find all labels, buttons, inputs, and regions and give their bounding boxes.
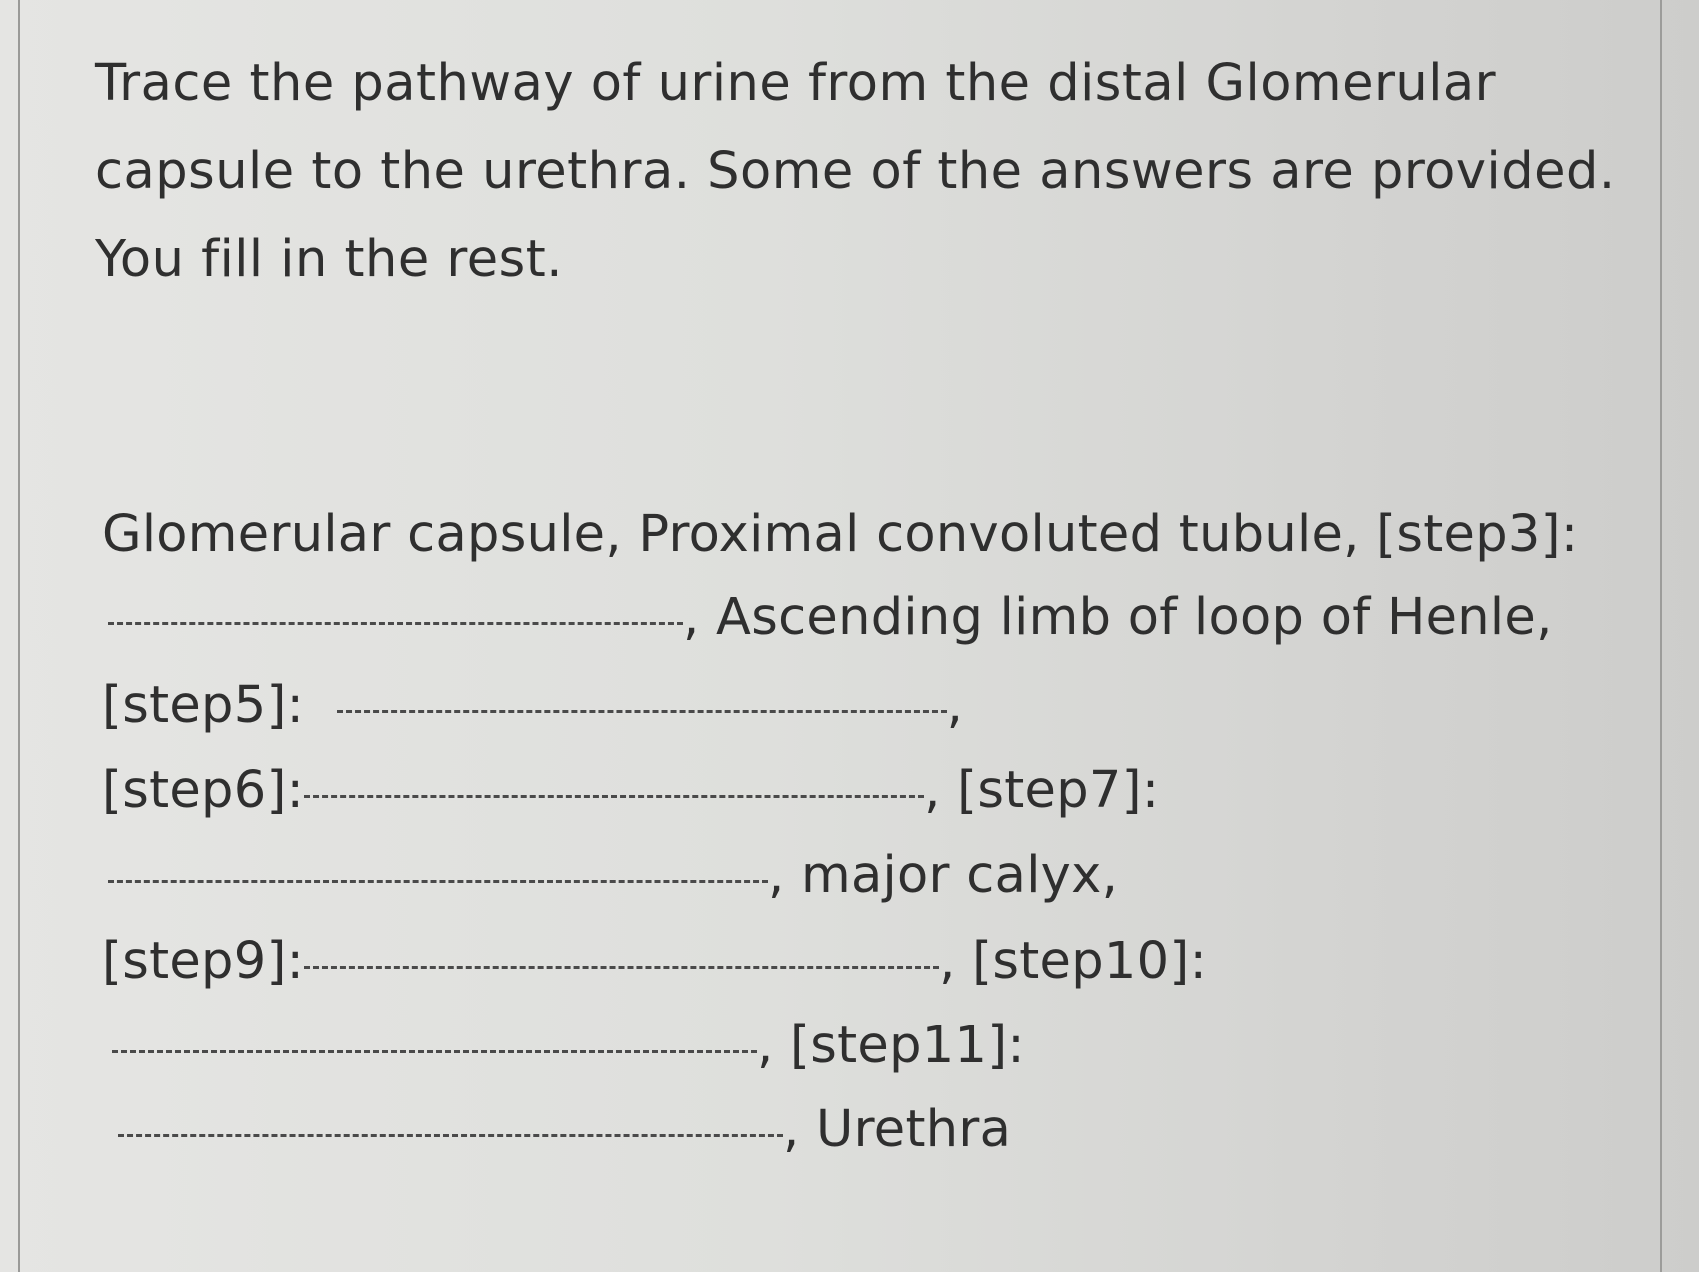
pathway-row-1	[102, 505, 1578, 565]
step9-label: [step9]:	[102, 932, 305, 991]
pathway-row-7	[112, 1016, 1025, 1076]
question-line-2: capsule to the urethra. Some of the answers are provided.	[95, 142, 1616, 201]
step10-blank[interactable]	[112, 1016, 757, 1053]
step6-blank[interactable]	[304, 761, 924, 798]
pathway-row-6	[102, 932, 1207, 992]
step6-label: [step6]:	[102, 761, 305, 820]
pathway-row-1-text: Glomerular capsule, Proximal convoluted tubule, [step3]:	[102, 505, 1579, 564]
pathway-row-8-text: , Urethra	[783, 1100, 1012, 1159]
pathway-row-3-comma: ,	[946, 676, 964, 735]
step7-label: , [step7]:	[924, 761, 1160, 820]
step6-input[interactable]	[304, 779, 924, 813]
question-line-3: You fill in the rest.	[95, 230, 563, 289]
step9-input[interactable]	[304, 950, 939, 984]
left-border-divider	[18, 0, 20, 1272]
pathway-row-2	[108, 588, 1553, 648]
step11-input[interactable]	[118, 1118, 783, 1152]
pathway-row-2-text: , Ascending limb of loop of Henle,	[683, 588, 1553, 647]
pathway-row-5	[108, 846, 1118, 906]
pathway-row-8	[118, 1100, 1011, 1160]
step5-label: [step5]:	[102, 676, 305, 735]
pathway-row-3	[102, 676, 963, 736]
step5-input[interactable]	[337, 694, 947, 728]
question-line-1: Trace the pathway of urine from the distal Glomerular	[95, 54, 1497, 113]
step11-blank[interactable]	[118, 1100, 783, 1137]
step7-input[interactable]	[108, 864, 768, 898]
right-border-divider	[1660, 0, 1662, 1272]
step10-label: , [step10]:	[939, 932, 1208, 991]
step11-label: , [step11]:	[757, 1016, 1025, 1075]
step3-input[interactable]	[108, 606, 683, 640]
step3-blank[interactable]	[108, 588, 683, 625]
step7-blank[interactable]	[108, 846, 768, 883]
step5-blank[interactable]	[337, 676, 947, 713]
step9-blank[interactable]	[304, 932, 939, 969]
pathway-row-4	[102, 761, 1159, 821]
step10-input[interactable]	[112, 1034, 757, 1068]
question-prompt	[95, 40, 1655, 304]
pathway-row-5-text: , major calyx,	[768, 846, 1119, 905]
